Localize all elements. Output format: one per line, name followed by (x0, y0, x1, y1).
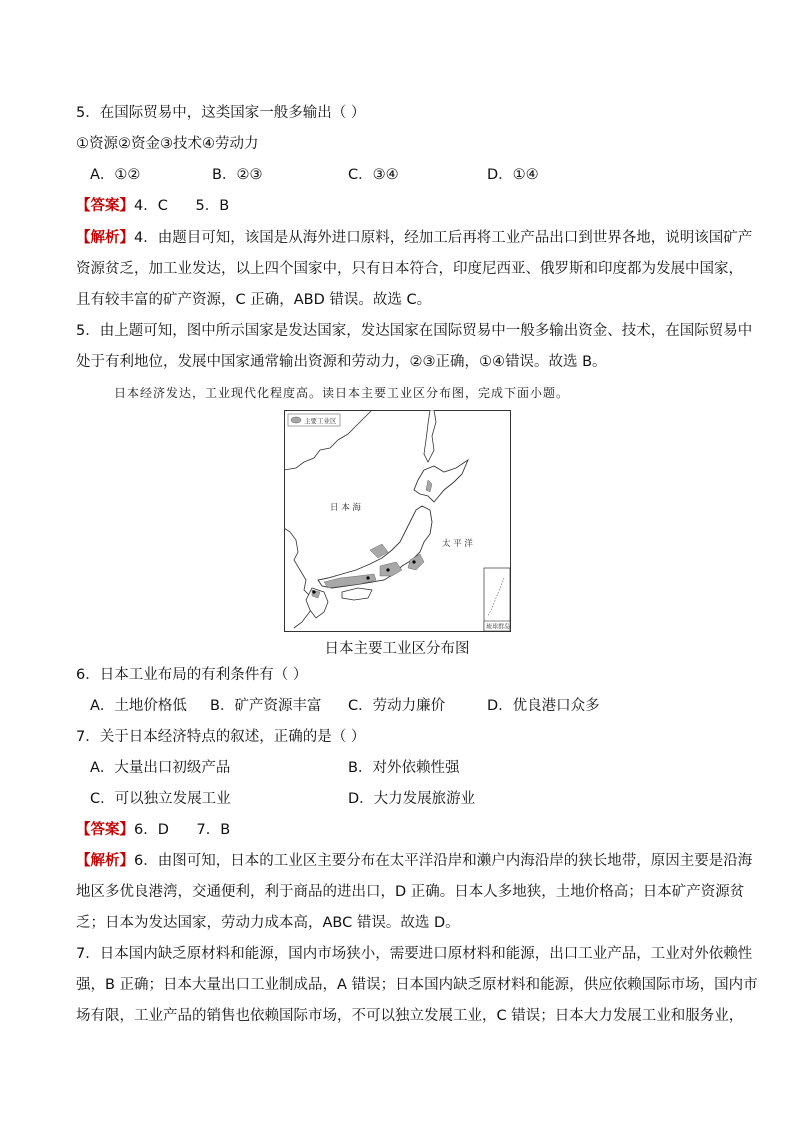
q6-option-c: C．劳动力廉价 (348, 698, 446, 714)
analysis-6-7-line-5: 强，B 正确；日本大量出口工业制成品，A 错误；日本国内缺乏原材料和能源，供应依赖国际市场，国内市 (76, 977, 758, 993)
answer-text: 4．C 5．B (134, 198, 230, 214)
answer-tag: 【答案】 (76, 198, 134, 214)
q5-option-d: D．①④ (487, 167, 539, 183)
analysis-4-5-line-5: 处于有利地位，发展中国家通常输出资源和劳动力，②③正确，①④错误。故选 B。 (76, 354, 607, 370)
q6-option-d: D．优良港口众多 (487, 698, 600, 714)
inset-label: 琉球群岛 (486, 623, 511, 631)
analysis-4-5-line-3: 且有较丰富的矿产资源，C 正确，ABD 错误。故选 C。 (76, 292, 432, 308)
q5-stem: 5．在国际贸易中，这类国家一般多输出（ ） (76, 105, 366, 121)
analysis-6-7-line-1 (76, 851, 752, 871)
analysis-tag: 【解析】 (76, 853, 134, 869)
q5-option-b: B．②③ (212, 167, 263, 183)
q5-option-a: A．①② (90, 167, 141, 183)
analysis-4-5-line-2: 资源贫乏，加工业发达，以上四个国家中，只有日本符合，印度尼西亚、俄罗斯和印度都为发展中国家， (76, 261, 743, 277)
answer-tag: 【答案】 (76, 822, 134, 838)
map-intro: 日本经济发达，工业现代化程度高。读日本主要工业区分布图，完成下面小题。 (114, 386, 570, 400)
answer-text: 6．D 7．B (134, 822, 231, 838)
analysis-4-5-line-4: 5．由上题可知，图中所示国家是发达国家，发达国家在国际贸易中一般多输出资金、技术，在国际贸易中 (76, 323, 753, 339)
q7-option-a: A．大量出口初级产品 (90, 760, 231, 776)
analysis-text: 4．由题目可知，该国是从海外进口原料，经加工后再将工业产品出口到世界各地，说明该国矿产 (134, 230, 753, 246)
q6-option-a: A．土地价格低 (90, 698, 187, 714)
analysis-tag: 【解析】 (76, 230, 134, 246)
city-dot-osaka (366, 576, 369, 579)
q7-option-b: B．对外依赖性强 (348, 760, 460, 776)
q6-stem: 6．日本工业布局的有利条件有（ ） (76, 667, 308, 683)
pacific-ocean-label: 太 平 洋 (442, 539, 473, 549)
city-dot-nagoya (386, 568, 389, 571)
analysis-6-7-line-6: 场有限，工业产品的销售也依赖国际市场，不可以独立发展工业，C 错误；日本大力发展工业和服务业， (76, 1008, 744, 1024)
analysis-6-7-line-3: 乏；日本为发达国家，劳动力成本高，ABC 错误。故选 D。 (76, 915, 460, 931)
analysis-text: 6．由图可知，日本的工业区主要分布在太平洋沿岸和濑户内海沿岸的狭长地带，原因主要是沿海 (134, 853, 753, 869)
city-dot-tokyo (412, 560, 415, 563)
analysis-6-7-line-4: 7．日本国内缺乏原材料和能源，国内市场狭小，需要进口原材料和能源，出口工业产品，工业对外依赖性 (76, 946, 753, 962)
analysis-6-7-line-2: 地区多优良港湾，交通便利，利于商品的进出口，D 正确。日本人多地狭，土地价格高；日本矿产资源贫 (76, 884, 745, 900)
city-dot-fukuoka (312, 590, 315, 593)
analysis-4-5-line-1 (76, 228, 752, 248)
map-caption: 日本主要工业区分布图 (324, 641, 470, 657)
japan-industrial-map (284, 410, 511, 632)
q5-items: ①资源②资金③技术④劳动力 (76, 136, 259, 152)
q7-stem: 7．关于日本经济特点的叙述，正确的是（ ） (76, 729, 366, 745)
legend-swatch (291, 417, 301, 423)
legend-label: 主要工业区 (304, 417, 337, 425)
answer-4-5 (76, 196, 229, 216)
q5-option-c: C．③④ (348, 167, 399, 183)
q7-option-c: C．可以独立发展工业 (90, 791, 231, 807)
q7-option-d: D．大力发展旅游业 (348, 791, 476, 807)
q6-option-b: B．矿产资源丰富 (210, 698, 322, 714)
answer-6-7 (76, 820, 230, 840)
sea-of-japan-label: 日 本 海 (330, 503, 361, 513)
